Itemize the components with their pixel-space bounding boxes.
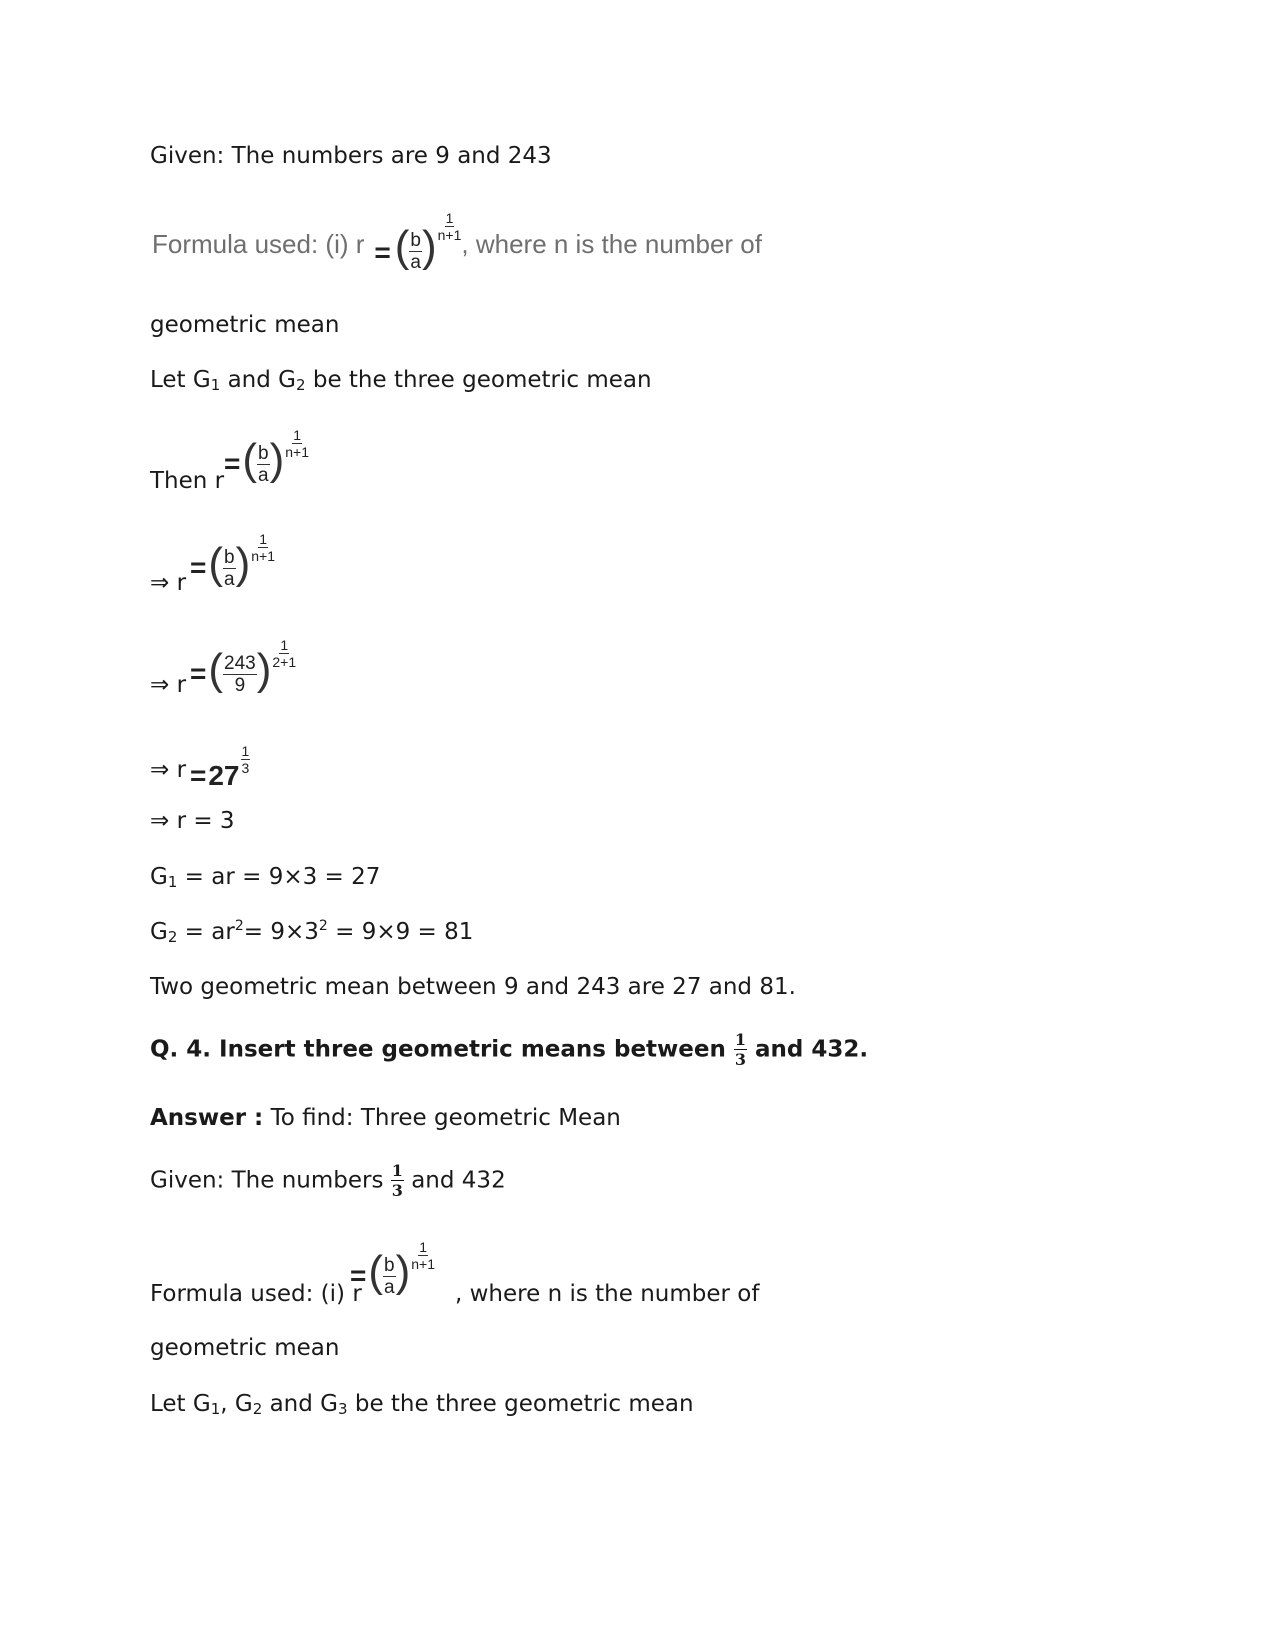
right-paren: ) <box>421 222 437 271</box>
exponent-1-over-n-plus-1: $\frac{1}{n+1}$ <box>437 210 462 243</box>
then-r-label: Then r <box>150 468 225 494</box>
left-paren: ( <box>394 222 410 271</box>
formula-prefix-2: Formula used: (i) r <box>150 1281 362 1307</box>
let-line-2: Let $G_1$, $G_2$ and $G_3$ be the three geometric mean <box>150 1391 694 1418</box>
question-4-heading: Q. 4. Insert three geometric means between $\frac{1}{3}$ and 432. <box>150 1030 869 1069</box>
formula-line-1 <box>152 209 762 273</box>
formula-suffix: , where n is the number of <box>461 229 762 259</box>
let-line-1: Let $G_1$ and $G_2$ be the three geometric mean <box>150 367 652 394</box>
fraction-one-third-2: $\frac{1}{3}$ <box>391 1161 403 1200</box>
implies-r-formula-3: = 27 $\frac{1}{3}$ <box>190 743 250 791</box>
equals-sign: = <box>374 237 391 268</box>
geometric-mean-line-1: geometric mean <box>150 312 340 338</box>
given-line-2: Given: The numbers $\frac{1}{3}$ and 432 <box>150 1161 506 1200</box>
g2-line: $G_2 = ar^2= 9\times 3^2 = 9\times 9 = 81$ <box>150 918 474 946</box>
given-line-1: Given: The numbers are 9 and 243 <box>150 143 552 169</box>
fraction-one-third: $\frac{1}{3}$ <box>734 1030 747 1069</box>
geometric-mean-line-2: geometric mean <box>150 1335 340 1361</box>
answer-line: Answer : To find: Three geometric Mean <box>150 1105 621 1131</box>
g1-line: $G_1$ = ar = 9×3 = 27 <box>150 864 381 891</box>
implies-r-formula-2: = ( $\frac{243}{9}$ ) $\frac{1}{2+1}$ <box>190 637 297 696</box>
fraction-b-over-a: $\frac{b}{a}$ <box>410 230 421 273</box>
then-r-formula: = ( $\frac{b}{a}$ ) $\frac{1}{n+1}$ <box>224 427 309 486</box>
two-geometric-mean-line: Two geometric mean between 9 and 243 are 27 and 81. <box>150 974 796 1000</box>
implies-r-formula-1: = ( $\frac{b}{a}$ ) $\frac{1}{n+1}$ <box>190 531 275 590</box>
implies-r-label-1: ⇒ r <box>150 570 187 596</box>
formula-line-2: = ( $\frac{b}{a}$ ) $\frac{1}{n+1}$ <box>350 1239 435 1298</box>
formula-prefix: Formula used: (i) r <box>152 229 365 259</box>
implies-r-label-3: ⇒ r <box>150 757 187 783</box>
implies-r-label-2: ⇒ r <box>150 672 187 698</box>
formula-suffix-2: , where n is the number of <box>455 1281 760 1307</box>
r-equals-3-line: ⇒ r = 3 <box>150 808 235 834</box>
